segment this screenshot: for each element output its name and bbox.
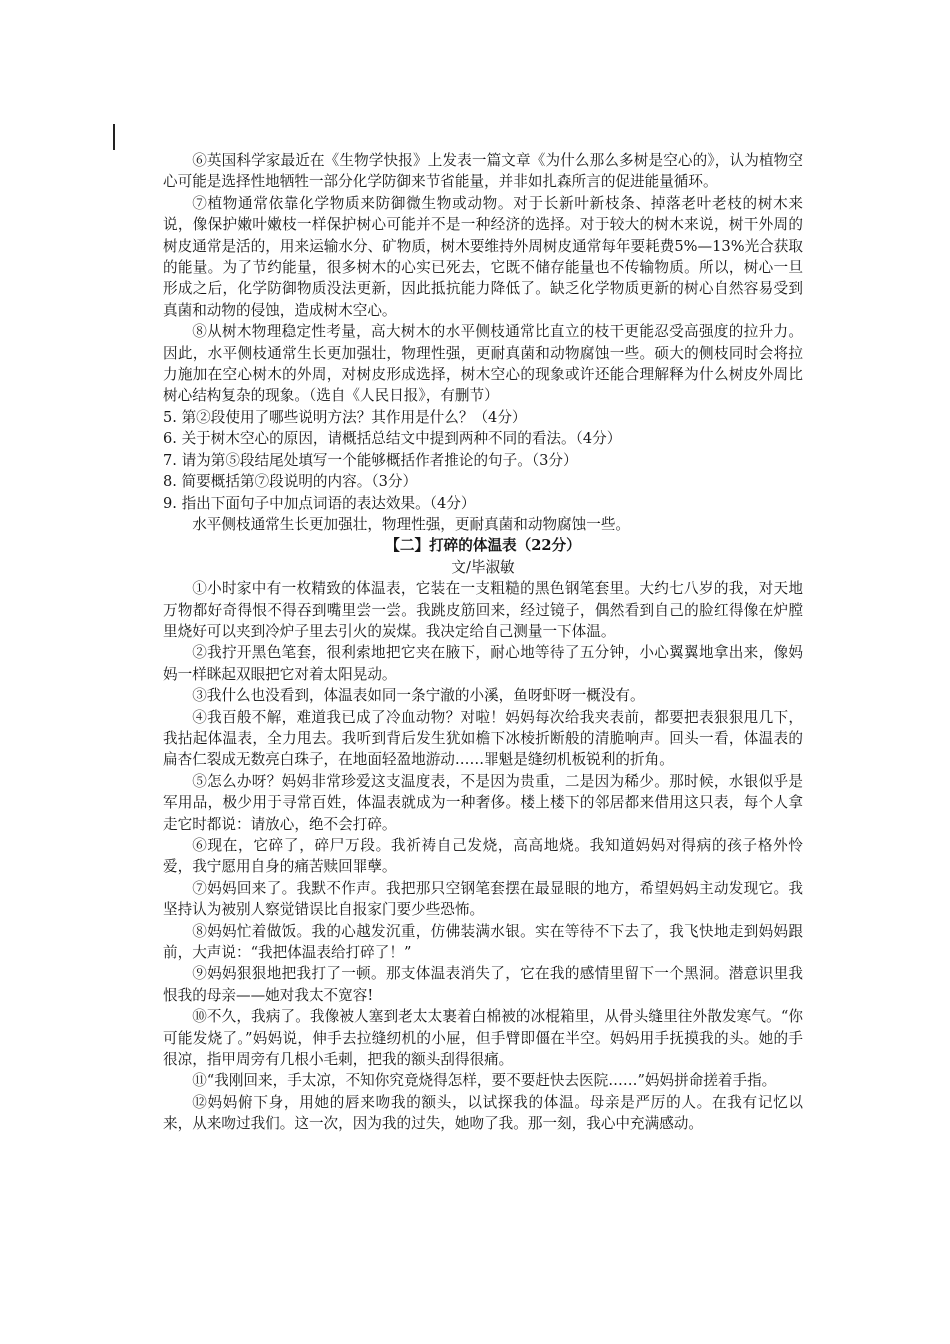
story-paragraph-9: ⑨妈妈狠狠地把我打了一顿。那支体温表消失了，它在我的感情里留下一个黑洞。潜意识里我恨我的母亲——她对我太不宽容! bbox=[163, 965, 803, 1004]
story-paragraph-5: ⑤怎么办呀？妈妈非常珍爱这支温度表，不是因为贵重，二是因为稀少。那时候，水银似乎是军用品，极少用于寻常百姓，体温表就成为一种奢侈。楼上楼下的邻居都来借用这只表，每个人拿走它时都说：请放心，绝不会打碎。 bbox=[163, 772, 803, 833]
story-paragraph-3: ③我什么也没看到，体温表如同一条宁澈的小溪，鱼呀虾呀一概没有。 bbox=[192, 687, 645, 705]
question-8: 8. 简要概括第⑦段说明的内容。（3分） bbox=[163, 473, 418, 491]
paragraph-8 bbox=[163, 321, 803, 407]
story-paragraph-6: ⑥现在，它碎了，碎尸万段。我祈祷自己发烧，高高地烧。我知道妈妈对得病的孩子格外怜爱，我宁愿用自身的痛苦赎回罪孽。 bbox=[163, 837, 803, 876]
question-5: 5. 第②段使用了哪些说明方法？其作用是什么？（4分） bbox=[163, 408, 527, 426]
story-paragraph-7: ⑦妈妈回来了。我默不作声。我把那只空钢笔套摆在最显眼的地方，希望妈妈主动发现它。我坚持认为被别人察觉错误比自报家门要少些恐怖。 bbox=[163, 879, 803, 919]
margin-mark bbox=[113, 124, 115, 150]
source-note: （选自《人民日报》，有删节） bbox=[308, 387, 499, 405]
story-paragraph-12: ⑫妈妈俯下身，用她的唇来吻我的额头，以试探我的体温。母亲是严厉的人。在我有记忆以来，从来吻过我们。这一次，因为我的过失，她吻了我。那一刻，我心中充满感动。 bbox=[163, 1093, 803, 1133]
question-9: 9. 指出下面句子中加点词语的表达效果。（4分） bbox=[163, 494, 476, 512]
question-6: 6. 关于树木空心的原因，请概括总结文中提到两种不同的看法。（4分） bbox=[163, 430, 622, 448]
story-paragraph-4: ④我百般不解，难道我已成了冷血动物？对啦！妈妈每次给我夹表前，都要把表狠狠甩几下，我拈起体温表，全力甩去。我听到背后发生犹如檐下冰棱折断般的清脆响声。回头一看，体温表的扁杏仁裂成无数亮白珠子，在地面轻盈地游动……罪魁是缝纫机板锐利的折角。 bbox=[163, 708, 803, 769]
question-7: 7. 请为第⑤段结尾处填写一个能够概括作者推论的句子。（3分） bbox=[163, 451, 578, 469]
paragraph-8-text: ⑧从树木物理稳定性考量，高大树木的水平侧枝通常比直立的枝干更能忍受高强度的拉升力。因此，水平侧枝通常生长更加强壮，物理性强，更耐真菌和动物腐蚀一些。硕大的侧枝同时会将拉力施加在空心树木的外周，对树皮形成选择，树木空心的现象或许还能合理解释为什么树皮外周比树心结构复杂的现象。 bbox=[163, 323, 803, 405]
story-paragraph-1: ①小时家中有一枚精致的体温表，它装在一支粗糙的黑色钢笔套里。大约七八岁的我，对天地万物都好奇得恨不得吞到嘴里尝一尝。我跳皮筋回来，经过镜子，偶然看到自己的脸红得像在炉膛里烧好可以夹到冷炉子里去引火的炭煤。我决定给自己测量一下体温。 bbox=[163, 580, 803, 640]
story-paragraph-11: ⑪“我刚回来，手太凉，不知你究竟烧得怎样，要不要赶快去医院……”妈妈拼命搓着手指。 bbox=[192, 1072, 777, 1090]
exam-page bbox=[163, 150, 803, 1135]
paragraph-6: ⑥英国科学家最近在《生物学快报》上发表一篇文章《为什么那么多树是空心的》，认为植物空心可能是选择性地牺牲一部分化学防御来节省能量，并非如扎森所言的促进能量循环。 bbox=[163, 152, 803, 191]
section-title: 【二】打碎的体温表（22分） bbox=[385, 537, 581, 555]
paragraph-7: ⑦植物通常依靠化学物质来防御微生物或动物。对于长新叶新枝条、掉落老叶老枝的树木来说，像保护嫩叶嫩枝一样保护树心可能并不是一种经济的选择。对于较大的树木来说，树干外周的树皮通常是活的，用来运输水分、矿物质，树木要维持外周树皮通常每年要耗费5%—13%光合获取的能量。为了节约能量，很多树木的心实已死去，它既不储存能量也不传输物质。所以，树心一旦形成之后，化学防御物质没法更新，因此抵抗能力降低了。缺乏化学物质更新的树心自然容易受到真菌和动物的侵蚀，造成树木空心。 bbox=[163, 194, 803, 319]
story-paragraph-8: ⑧妈妈忙着做饭。我的心越发沉重，仿佛装满水银。实在等待不下去了，我飞快地走到妈妈跟前，大声说：“我把体温表给打碎了！” bbox=[163, 922, 803, 962]
story-paragraph-2: ②我拧开黑色笔套，很利索地把它夹在腋下，耐心地等待了五分钟，小心翼翼地拿出来，像妈妈一样眯起双眼把它对着太阳晃动。 bbox=[163, 644, 803, 683]
question-9-sentence: 水平侧枝通常生长更加强壮，物理性强，更耐真菌和动物腐蚀一些。 bbox=[192, 515, 631, 533]
author-line: 文/毕淑敏 bbox=[451, 558, 515, 576]
story-paragraph-10: ⑩不久，我病了。我像被人塞到老太太裹着白棉被的冰棍箱里，从骨头缝里往外散发寒气。“你可能发烧了。”妈妈说，伸手去拉缝纫机的小屉，但手臂即僵在半空。妈妈用手抚摸我的头。她的手很凉，指甲周旁有几根小毛刺，把我的额头刮得很痛。 bbox=[163, 1008, 803, 1069]
